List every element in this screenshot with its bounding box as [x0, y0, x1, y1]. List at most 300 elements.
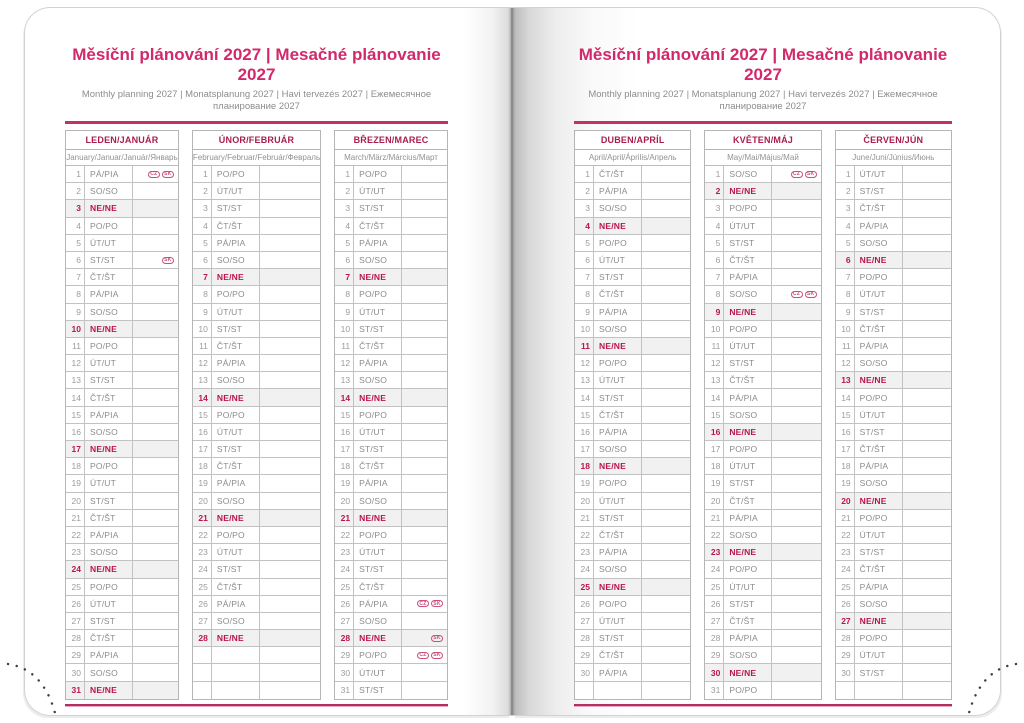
day-row	[575, 372, 690, 389]
day-number: 11	[705, 338, 724, 354]
day-number: 7	[335, 269, 354, 285]
day-row	[335, 544, 447, 561]
day-row	[836, 596, 951, 613]
day-number	[193, 647, 212, 663]
day-note-space	[642, 647, 690, 663]
day-note-space	[402, 424, 447, 440]
day-note-space	[402, 389, 447, 405]
day-abbreviation: PO/PO	[724, 441, 772, 457]
day-abbreviation: PÁ/PIA	[212, 235, 260, 251]
day-number: 23	[705, 544, 724, 560]
day-number: 7	[66, 269, 85, 285]
day-abbreviation: SO/SO	[724, 407, 772, 423]
day-row	[66, 389, 178, 406]
day-number: 11	[66, 338, 85, 354]
day-number: 30	[66, 664, 85, 680]
day-note-space	[642, 355, 690, 371]
day-abbreviation	[594, 682, 642, 699]
month-name: BŘEZEN/MAREC	[335, 131, 447, 150]
day-abbreviation: ST/ST	[85, 252, 133, 268]
day-abbreviation	[212, 664, 260, 680]
day-number: 3	[335, 200, 354, 216]
day-abbreviation: SO/SO	[594, 200, 642, 216]
day-note-space	[903, 682, 951, 699]
day-abbreviation: ST/ST	[212, 441, 260, 457]
day-abbreviation: ČT/ŠT	[724, 613, 772, 629]
day-number: 30	[575, 664, 594, 680]
day-abbreviation: SO/SO	[212, 372, 260, 388]
day-abbreviation: PÁ/PIA	[354, 596, 402, 612]
day-row	[66, 372, 178, 389]
day-number: 6	[836, 252, 855, 268]
day-row	[335, 527, 447, 544]
day-abbreviation: ČT/ŠT	[212, 338, 260, 354]
day-note-space	[903, 579, 951, 595]
day-number: 18	[705, 458, 724, 474]
day-row	[575, 458, 690, 475]
day-abbreviation: PO/PO	[212, 527, 260, 543]
month-name: KVĚTEN/MÁJ	[705, 131, 820, 150]
day-number: 20	[193, 493, 212, 509]
day-row	[575, 218, 690, 235]
day-row	[836, 355, 951, 372]
holiday-badge-sk-icon: SK	[805, 291, 817, 298]
day-number: 12	[705, 355, 724, 371]
day-number: 29	[575, 647, 594, 663]
day-note-space	[133, 493, 178, 509]
day-note-space	[260, 475, 320, 491]
day-note-space	[133, 544, 178, 560]
day-number: 9	[193, 304, 212, 320]
day-note-space	[133, 166, 178, 182]
month-languages: June/Juni/Június/Июнь	[836, 150, 951, 166]
day-note-space	[772, 355, 820, 371]
day-abbreviation: PÁ/PIA	[594, 544, 642, 560]
day-abbreviation: ST/ST	[594, 269, 642, 285]
day-note-space	[772, 424, 820, 440]
day-row	[335, 630, 447, 647]
day-row	[575, 321, 690, 338]
holiday-badge-sk-icon: SK	[431, 600, 443, 607]
day-abbreviation: PÁ/PIA	[212, 596, 260, 612]
day-row	[193, 510, 320, 527]
day-row	[836, 338, 951, 355]
day-number: 24	[193, 561, 212, 577]
day-row	[705, 166, 820, 183]
day-note-space	[903, 527, 951, 543]
day-abbreviation: NE/NE	[594, 579, 642, 595]
day-abbreviation: ST/ST	[855, 304, 903, 320]
day-abbreviation: PÁ/PIA	[855, 458, 903, 474]
day-number: 11	[575, 338, 594, 354]
book-spine	[511, 8, 513, 715]
day-number: 4	[836, 218, 855, 234]
day-abbreviation: SO/SO	[85, 664, 133, 680]
day-row	[575, 561, 690, 578]
day-abbreviation: SO/SO	[354, 252, 402, 268]
day-number: 15	[836, 407, 855, 423]
day-number	[193, 664, 212, 680]
day-row	[705, 235, 820, 252]
day-abbreviation: ČT/ŠT	[354, 579, 402, 595]
day-number: 23	[66, 544, 85, 560]
day-number: 13	[335, 372, 354, 388]
day-note-space	[133, 527, 178, 543]
day-abbreviation: ÚT/UT	[354, 424, 402, 440]
day-abbreviation: NE/NE	[724, 424, 772, 440]
day-note-space	[133, 338, 178, 354]
day-note-space	[903, 630, 951, 646]
day-row	[836, 510, 951, 527]
day-row	[193, 218, 320, 235]
day-note-space	[133, 579, 178, 595]
day-row	[193, 544, 320, 561]
day-row	[575, 424, 690, 441]
day-number: 2	[193, 183, 212, 199]
day-row	[705, 630, 820, 647]
day-row	[705, 493, 820, 510]
day-number: 14	[575, 389, 594, 405]
day-abbreviation: PÁ/PIA	[354, 235, 402, 251]
day-note-space	[642, 441, 690, 457]
day-note-space	[642, 338, 690, 354]
day-note-space	[772, 252, 820, 268]
day-row	[705, 682, 820, 699]
day-note-space	[642, 613, 690, 629]
day-row	[836, 561, 951, 578]
day-note-space	[133, 664, 178, 680]
day-row	[335, 475, 447, 492]
day-number: 15	[575, 407, 594, 423]
day-note-space	[772, 510, 820, 526]
day-note-space	[402, 355, 447, 371]
day-number: 5	[705, 235, 724, 251]
day-number: 16	[335, 424, 354, 440]
day-number: 10	[575, 321, 594, 337]
day-abbreviation	[212, 647, 260, 663]
day-note-space	[260, 304, 320, 320]
day-number: 31	[705, 682, 724, 699]
day-note-space	[402, 269, 447, 285]
day-note-space	[402, 407, 447, 423]
day-note-space	[903, 235, 951, 251]
day-abbreviation: NE/NE	[724, 183, 772, 199]
day-abbreviation: PO/PO	[85, 458, 133, 474]
day-number: 27	[193, 613, 212, 629]
day-number: 26	[66, 596, 85, 612]
day-row	[335, 493, 447, 510]
holiday-badge-cz-icon: CZ	[417, 600, 429, 607]
day-row	[575, 510, 690, 527]
day-abbreviation: ÚT/UT	[724, 218, 772, 234]
day-note-space	[903, 218, 951, 234]
holiday-badge-sk-icon: SK	[431, 635, 443, 642]
day-number: 6	[335, 252, 354, 268]
day-abbreviation: NE/NE	[594, 218, 642, 234]
day-row	[705, 338, 820, 355]
day-abbreviation: PO/PO	[594, 235, 642, 251]
day-abbreviation: PO/PO	[212, 286, 260, 302]
day-abbreviation: ÚT/UT	[212, 183, 260, 199]
day-note-space	[402, 664, 447, 680]
day-abbreviation: PÁ/PIA	[855, 218, 903, 234]
day-note-space	[642, 218, 690, 234]
day-number: 4	[705, 218, 724, 234]
day-abbreviation: ÚT/UT	[724, 579, 772, 595]
day-abbreviation: ÚT/UT	[855, 527, 903, 543]
day-abbreviation: NE/NE	[85, 200, 133, 216]
day-number: 5	[836, 235, 855, 251]
day-number: 24	[575, 561, 594, 577]
day-number: 5	[575, 235, 594, 251]
day-abbreviation: ST/ST	[855, 183, 903, 199]
day-note-space	[133, 613, 178, 629]
day-note-space	[772, 200, 820, 216]
day-number	[836, 682, 855, 699]
day-number: 20	[575, 493, 594, 509]
day-row	[335, 682, 447, 699]
day-number: 6	[705, 252, 724, 268]
day-number: 1	[335, 166, 354, 182]
day-abbreviation: SO/SO	[724, 527, 772, 543]
day-row	[193, 613, 320, 630]
day-row	[193, 441, 320, 458]
day-row	[705, 441, 820, 458]
day-row	[836, 304, 951, 321]
day-row	[335, 579, 447, 596]
day-row	[335, 218, 447, 235]
month-languages: May/Mai/Május/Май	[705, 150, 820, 166]
day-note-space	[133, 321, 178, 337]
day-note-space	[133, 458, 178, 474]
day-note-space	[260, 441, 320, 457]
day-abbreviation: PÁ/PIA	[594, 304, 642, 320]
month-table	[65, 130, 179, 700]
day-row	[66, 235, 178, 252]
page-title: Měsíční plánování 2027 | Mesačné plánovanie 2027	[72, 45, 441, 84]
day-abbreviation: SO/SO	[855, 475, 903, 491]
day-row	[193, 372, 320, 389]
day-abbreviation: ÚT/UT	[354, 664, 402, 680]
day-row	[335, 664, 447, 681]
day-row	[335, 304, 447, 321]
day-note-space	[642, 200, 690, 216]
day-row	[705, 579, 820, 596]
day-row	[66, 613, 178, 630]
holiday-badge-cz-icon: CZ	[148, 171, 160, 178]
day-abbreviation: NE/NE	[855, 613, 903, 629]
day-abbreviation: PÁ/PIA	[724, 269, 772, 285]
day-note-space	[903, 200, 951, 216]
day-abbreviation: ČT/ŠT	[724, 252, 772, 268]
day-row	[836, 252, 951, 269]
day-abbreviation: SO/SO	[354, 493, 402, 509]
day-note-space	[402, 579, 447, 595]
day-row	[705, 252, 820, 269]
day-row	[836, 389, 951, 406]
day-note-space	[133, 183, 178, 199]
day-row	[193, 252, 320, 269]
day-row	[66, 424, 178, 441]
day-note-space	[402, 338, 447, 354]
day-number: 1	[836, 166, 855, 182]
day-row	[193, 407, 320, 424]
day-abbreviation	[855, 682, 903, 699]
day-row	[193, 424, 320, 441]
day-row	[335, 235, 447, 252]
day-abbreviation: ST/ST	[212, 561, 260, 577]
day-number: 27	[66, 613, 85, 629]
day-note-space	[772, 596, 820, 612]
day-note-space	[133, 235, 178, 251]
day-row	[335, 389, 447, 406]
day-number: 20	[335, 493, 354, 509]
day-note-space	[260, 493, 320, 509]
day-number: 2	[335, 183, 354, 199]
day-note-space	[133, 510, 178, 526]
day-note-space	[402, 183, 447, 199]
month-languages: February/Februar/Február/Февраль	[193, 150, 320, 166]
month-name: ÚNOR/FEBRUÁR	[193, 131, 320, 150]
day-row	[705, 321, 820, 338]
day-abbreviation: ST/ST	[594, 630, 642, 646]
day-number: 16	[66, 424, 85, 440]
day-abbreviation: PO/PO	[85, 338, 133, 354]
day-number: 25	[193, 579, 212, 595]
day-note-space	[772, 458, 820, 474]
day-abbreviation: ÚT/UT	[212, 304, 260, 320]
day-row	[575, 579, 690, 596]
day-abbreviation: NE/NE	[855, 493, 903, 509]
day-note-space	[642, 630, 690, 646]
day-row	[836, 286, 951, 303]
day-abbreviation: ÚT/UT	[85, 235, 133, 251]
day-note-space	[772, 218, 820, 234]
day-note-space	[772, 389, 820, 405]
day-number: 22	[705, 527, 724, 543]
day-abbreviation: PÁ/PIA	[594, 183, 642, 199]
day-row	[66, 183, 178, 200]
day-abbreviation: SO/SO	[212, 493, 260, 509]
day-abbreviation: ČT/ŠT	[212, 218, 260, 234]
day-row	[836, 200, 951, 217]
day-row	[66, 286, 178, 303]
day-note-space	[402, 304, 447, 320]
day-number: 16	[836, 424, 855, 440]
day-row	[193, 389, 320, 406]
day-note-space	[260, 613, 320, 629]
day-note-space	[402, 321, 447, 337]
day-abbreviation: PO/PO	[85, 579, 133, 595]
day-number: 11	[193, 338, 212, 354]
day-note-space	[903, 183, 951, 199]
day-number: 27	[575, 613, 594, 629]
day-abbreviation: ČT/ŠT	[212, 579, 260, 595]
day-number: 27	[705, 613, 724, 629]
month-name: LEDEN/JANUÁR	[66, 131, 178, 150]
day-abbreviation: ST/ST	[855, 424, 903, 440]
day-note-space	[133, 596, 178, 612]
day-note-space	[402, 682, 447, 699]
day-number: 14	[335, 389, 354, 405]
day-row	[335, 647, 447, 664]
month-languages: January/Januar/Január/Январь	[66, 150, 178, 166]
day-number: 21	[575, 510, 594, 526]
day-row	[705, 200, 820, 217]
day-number: 26	[705, 596, 724, 612]
day-note-space	[260, 510, 320, 526]
day-number: 1	[575, 166, 594, 182]
day-number: 24	[836, 561, 855, 577]
day-note-space	[903, 561, 951, 577]
day-note-space	[260, 269, 320, 285]
day-abbreviation: PO/PO	[724, 321, 772, 337]
day-note-space	[903, 304, 951, 320]
day-note-space	[260, 544, 320, 560]
day-note-space	[642, 527, 690, 543]
day-row	[193, 475, 320, 492]
day-note-space	[772, 682, 820, 699]
day-abbreviation: PÁ/PIA	[724, 630, 772, 646]
month-table	[334, 130, 448, 700]
day-number: 5	[66, 235, 85, 251]
day-abbreviation: ST/ST	[724, 475, 772, 491]
day-note-space	[402, 544, 447, 560]
day-row	[66, 647, 178, 664]
day-note-space	[402, 647, 447, 663]
day-note-space	[133, 630, 178, 646]
day-abbreviation: ST/ST	[85, 613, 133, 629]
day-note-space	[642, 424, 690, 440]
day-row	[66, 475, 178, 492]
day-note-space	[642, 372, 690, 388]
day-row	[836, 613, 951, 630]
day-abbreviation: ST/ST	[85, 493, 133, 509]
day-row	[66, 304, 178, 321]
day-row	[335, 183, 447, 200]
day-number: 5	[335, 235, 354, 251]
day-abbreviation: PÁ/PIA	[594, 424, 642, 440]
day-row	[335, 441, 447, 458]
day-abbreviation: ČT/ŠT	[594, 527, 642, 543]
day-number: 8	[66, 286, 85, 302]
day-abbreviation: SO/SO	[354, 613, 402, 629]
day-row	[836, 424, 951, 441]
day-abbreviation: PO/PO	[594, 355, 642, 371]
day-note-space	[772, 579, 820, 595]
day-row	[335, 510, 447, 527]
day-number: 18	[836, 458, 855, 474]
day-row	[193, 166, 320, 183]
day-row	[836, 269, 951, 286]
day-row	[836, 166, 951, 183]
day-abbreviation: ČT/ŠT	[354, 338, 402, 354]
day-number: 21	[705, 510, 724, 526]
day-abbreviation: ST/ST	[354, 561, 402, 577]
day-number: 22	[335, 527, 354, 543]
day-row	[575, 355, 690, 372]
day-abbreviation: ÚT/UT	[85, 355, 133, 371]
day-row	[66, 166, 178, 183]
day-abbreviation: PÁ/PIA	[855, 338, 903, 354]
day-row	[193, 579, 320, 596]
day-note-space	[642, 269, 690, 285]
page-subtitle: Monthly planning 2027 | Monatsplanung 2027 | Havi tervezés 2027 | Ежемесячное планирование 2027	[588, 89, 938, 112]
day-number: 4	[193, 218, 212, 234]
day-number: 17	[836, 441, 855, 457]
month-table	[704, 130, 821, 700]
day-row	[705, 424, 820, 441]
